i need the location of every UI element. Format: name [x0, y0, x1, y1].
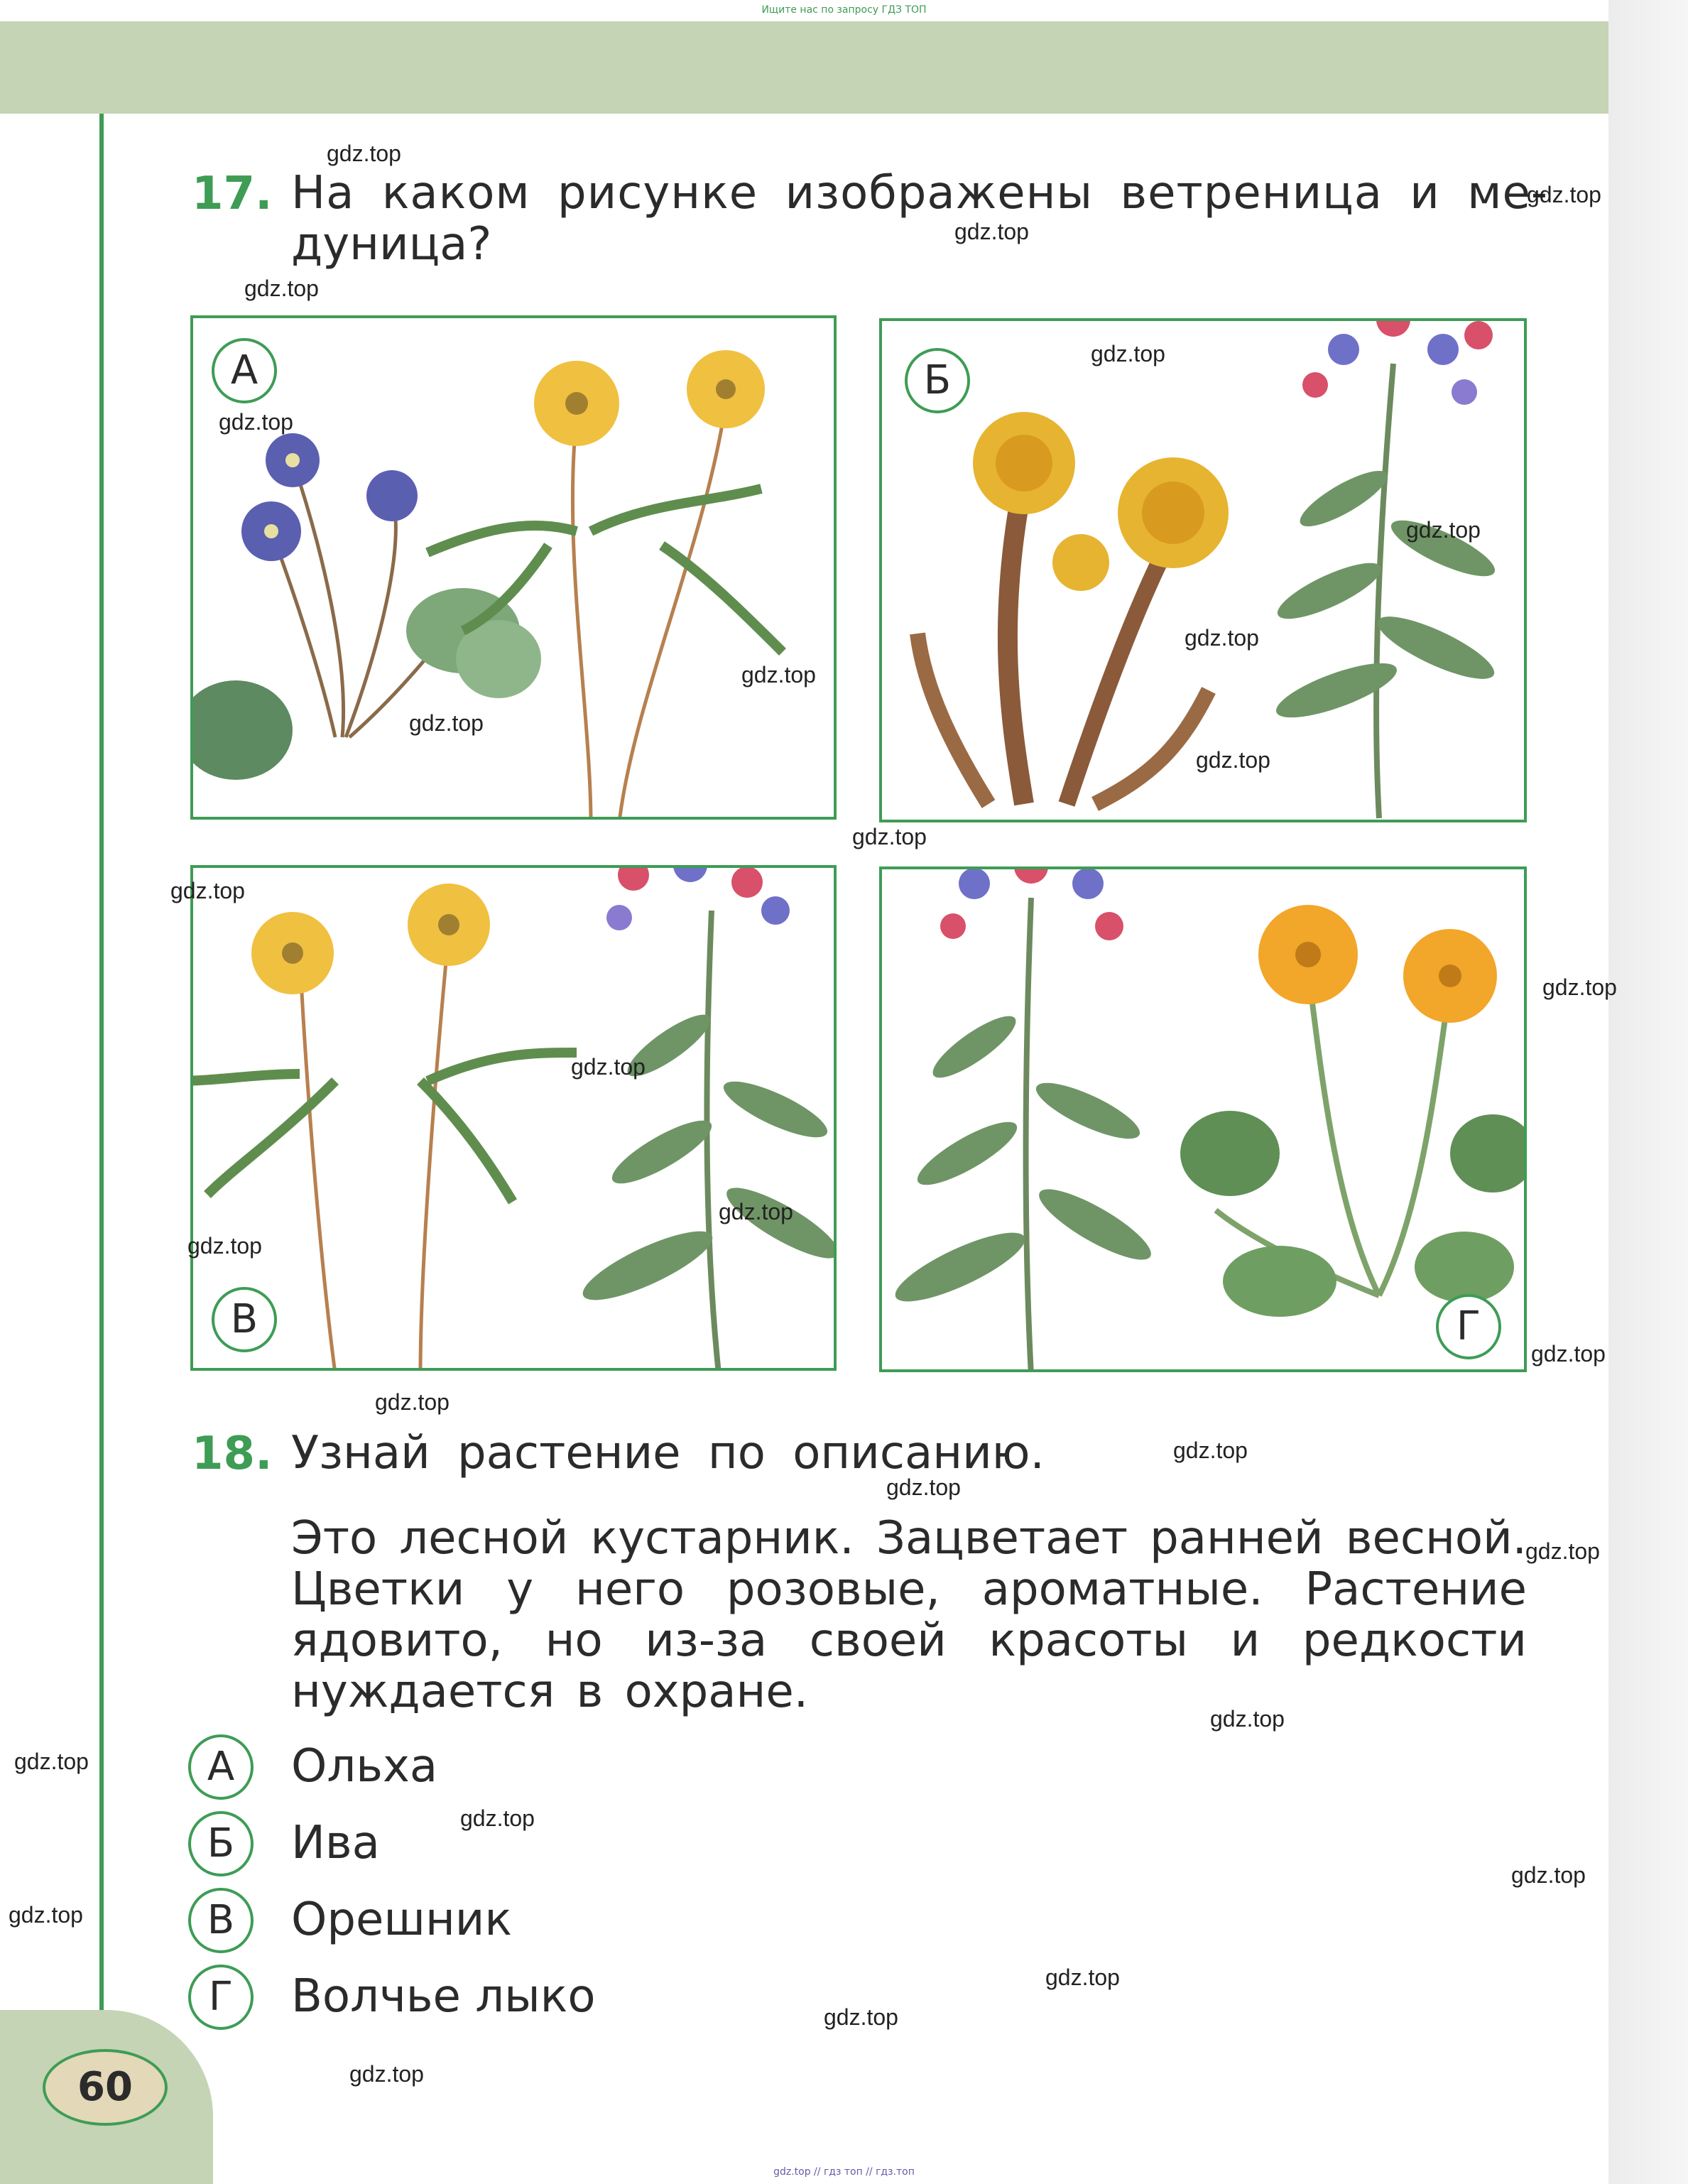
q17-text-line2: дуница?	[291, 218, 492, 271]
bottom-note: gdz.top // гдз топ // гдз.топ	[773, 2166, 915, 2178]
watermark: gdz.top	[1531, 1341, 1606, 1367]
watermark: gdz.top	[219, 409, 293, 435]
page-edge	[1608, 0, 1688, 2184]
panel-c[interactable]	[190, 865, 837, 1371]
option-b-letter: Б	[188, 1811, 254, 1876]
panel-a-illustration	[193, 318, 837, 820]
panel-c-illustration	[193, 868, 837, 1371]
watermark: gdz.top	[852, 824, 927, 849]
watermark: gdz.top	[1542, 974, 1617, 1000]
page-number: 60	[43, 2049, 168, 2126]
watermark: gdz.top	[719, 1199, 793, 1224]
watermark: gdz.top	[9, 1902, 83, 1928]
lungwort-illustration-2	[575, 868, 837, 1371]
q18-body: Это лесной кустарник. Зацветает ранней весной. Цветки у него розовые, ароматные. Растение ядовито, но из-за своей красоты и редкости нуждается в охране.	[291, 1512, 1527, 1718]
watermark: gdz.top	[244, 276, 319, 301]
watermark: gdz.top	[1406, 517, 1481, 543]
watermark: gdz.top	[1511, 1862, 1586, 1888]
header-band	[0, 21, 1608, 114]
watermark: gdz.top	[409, 710, 484, 736]
top-note: Ищите нас по запросу ГДЗ ТОП	[761, 4, 927, 16]
lungwort-illustration-3	[888, 869, 1159, 1372]
q17-text-line1: На каком рисунке изображены ветреница и ме-	[291, 167, 1548, 219]
watermark: gdz.top	[741, 662, 816, 688]
watermark: gdz.top	[886, 1474, 961, 1500]
watermark: gdz.top	[824, 2004, 898, 2030]
watermark: gdz.top	[187, 1233, 262, 1259]
watermark: gdz.top	[1525, 1538, 1600, 1564]
watermark: gdz.top	[1527, 182, 1601, 207]
watermark: gdz.top	[571, 1054, 646, 1080]
margin-rule	[99, 114, 104, 2124]
watermark: gdz.top	[1210, 1706, 1285, 1732]
panel-b-letter: Б	[905, 348, 970, 413]
watermark: gdz.top	[1091, 341, 1165, 366]
panel-d[interactable]	[879, 866, 1527, 1372]
watermark: gdz.top	[1173, 1438, 1248, 1463]
panel-c-letter: В	[212, 1287, 277, 1352]
watermark: gdz.top	[1196, 747, 1270, 773]
liverwort-illustration	[193, 433, 541, 780]
coltsfoot-illustration	[917, 412, 1229, 804]
option-b-label: Ива	[291, 1817, 380, 1869]
lungwort-illustration	[1270, 321, 1501, 818]
q17-number: 17.	[192, 168, 273, 220]
watermark: gdz.top	[954, 219, 1029, 244]
option-a-label: Ольха	[291, 1740, 438, 1793]
panel-d-illustration	[882, 869, 1527, 1372]
watermark: gdz.top	[375, 1389, 450, 1415]
option-d-label: Волчье лыко	[291, 1970, 596, 2023]
option-a-letter: А	[188, 1734, 254, 1800]
q18-number: 18.	[192, 1428, 273, 1480]
option-c-label: Орешник	[291, 1894, 513, 1946]
option-d-letter: Г	[188, 1965, 254, 2030]
watermark: gdz.top	[1185, 625, 1259, 651]
q18-title: Узнай растение по описанию.	[291, 1427, 1045, 1479]
watermark: gdz.top	[170, 878, 245, 903]
panel-a-letter: А	[212, 338, 277, 403]
watermark: gdz.top	[460, 1805, 535, 1831]
watermark: gdz.top	[14, 1749, 89, 1774]
panel-a[interactable]	[190, 315, 837, 820]
celandine-illustration	[1180, 905, 1527, 1317]
watermark: gdz.top	[1045, 1965, 1120, 1990]
panel-d-letter: Г	[1436, 1294, 1501, 1359]
watermark: gdz.top	[349, 2061, 424, 2087]
anemone-illustration	[428, 350, 783, 820]
watermark: gdz.top	[327, 141, 401, 166]
option-c-letter: В	[188, 1888, 254, 1953]
